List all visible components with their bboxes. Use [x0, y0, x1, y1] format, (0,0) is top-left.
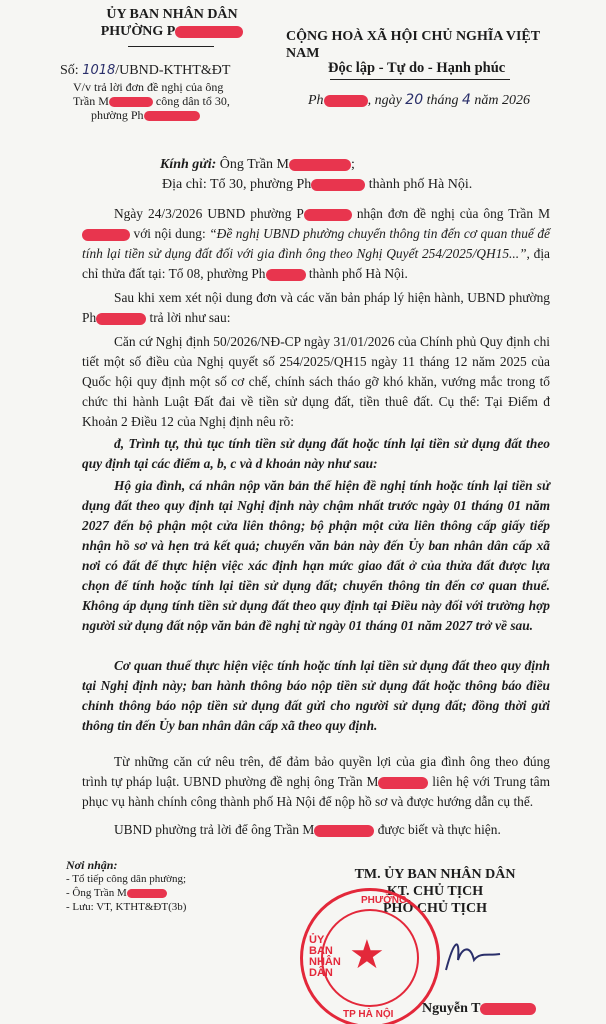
org-name	[82, 6, 262, 40]
paragraph-4: đ, Trình tự, thủ tục tính tiền sử dụng đất hoặc tính lại tiền sử dụng đất theo quy định tại các điểm a, b, c và d khoản này như sau:	[82, 436, 550, 471]
paragraph-1: Ngày 24/3/2026 UBND phường P nhận đơn đề nghị của ông Trần M với nội dung: “Đề nghị UBND phường chuyển thông tin đến cơ quan thuế để tính lại tiền sử dụng đất đối với gia đình ông theo Nghị Quyết 254/2025/QH15...”, địa chỉ thửa đất tại: Tổ 08, phường Ph thành phố Hà Nội.	[82, 206, 551, 281]
recipient-address: Địa chỉ: Tổ 30, phường Ph thành phố Hà Nội.	[162, 177, 473, 192]
paragraph-7: Từ những căn cứ nêu trên, để đảm bảo quyền lợi của gia đình ông theo đúng trình tự pháp luật. UBND phường đề nghị ông Trần M liên hệ với Trung tâm phục vụ hành chính công thành phố Hà Nội để nộp hồ sơ và được hướng dẫn cụ thể.	[82, 754, 550, 809]
recipient-block: Kính gửi: Ông Trần M ;	[160, 157, 355, 172]
paragraph-3: Căn cứ Nghị định 50/2026/NĐ-CP ngày 31/01/2026 của Chính phủ Quy định chi tiết một số điều của Nghị quyết số 254/2025/QH15 ngày 11 tháng 12 năm 2025 của Quốc hội quy định một số cơ chế, chính sách tháo gỡ khó khăn, vướng mắc trong tổ chức thi hành Luật Đất đai về tiền sử dụng đất, tiền thuê đất. Cụ thể: Tại Điểm đ Khoản 2 Điều 12 của Nghị định nêu rõ:	[82, 334, 550, 429]
redaction-mark	[144, 111, 200, 121]
redaction-mark	[82, 229, 130, 241]
star-icon: ★	[349, 932, 385, 977]
redaction-mark	[127, 889, 167, 898]
org-line1: ỦY BAN NHÂN DÂN	[106, 7, 238, 22]
official-seal: ★ ỦY BAN NHÂN DÂN PHƯỜNG TP HÀ NỘI	[300, 888, 440, 1024]
org-underline	[128, 46, 214, 47]
subject-line: V/v trả lời đơn đề nghị của ông Trần M công dân tổ 30, phường Ph	[73, 80, 230, 122]
paragraph-6: Cơ quan thuế thực hiện việc tính hoặc tính lại tiền sử dụng đất theo quy định tại Nghị định này; ban hành thông báo nộp tiền sử dụng đất hoặc thông báo điều chỉnh thông báo nộp tiền sử dụng đất gửi cho người sử dụng đất; đồng thời gửi thông tin đến Ủy ban nhân dân cấp xã theo quy định.	[82, 658, 550, 733]
motto: Độc lập - Tự do - Hạnh phúc	[328, 60, 506, 76]
paragraph-5: Hộ gia đình, cá nhân nộp văn bản thể hiện đề nghị tính hoặc tính lại tiền sử dụng đất theo quy định tại Nghị định này chậm nhất trước ngày 01 tháng 01 năm 2027 đến bộ phận một cửa liên thông; bộ phận một cửa liên thông cấp giấy tiếp nhận hồ sơ và hẹn trả kết quả; chuyển văn bản này đến Ủy ban nhân dân cấp xã nơi có đất để thực hiện việc xác định hạn mức giao đất ở của thửa đất được lựa chọn để tính hoặc tính lại tiền sử dụng đất; chuyển thông tin đến cơ quan thuế. Không áp dụng tính tiền sử dụng đất theo quy định tại Điều này đối với trường hợp người sử dụng đất nộp văn bản đề nghị từ ngày 01 tháng 01 năm 2027 trở về sau.	[82, 478, 550, 633]
date-line: Ph , ngày 20 tháng 4 năm 2026	[308, 92, 531, 108]
paragraph-2: Sau khi xem xét nội dung đơn và các văn bản pháp lý hiện hành, UBND phường Ph trả lời như sau:	[82, 290, 550, 325]
recipients-item: - Lưu: VT, KTHT&ĐT(3b)	[66, 901, 187, 913]
redaction-mark	[480, 1003, 536, 1015]
recipients-list	[66, 858, 286, 914]
signer-name: Nguyễn T	[422, 1000, 536, 1017]
redaction-mark	[175, 26, 243, 38]
redaction-mark	[109, 97, 153, 107]
handwritten-signature	[440, 930, 510, 980]
motto-underline	[330, 79, 510, 80]
signature-title: TM. ỦY BAN NHÂN DÂN KT. CHỦ TỊCH PHÓ CHỦ TỊCH	[354, 867, 516, 916]
redaction-mark	[304, 209, 352, 221]
recipients-item: - Tổ tiếp công dân phường;	[66, 873, 187, 885]
redaction-mark	[314, 825, 374, 837]
redaction-mark	[96, 313, 146, 325]
redaction-mark	[311, 179, 365, 191]
org-line2: PHƯỜNG P	[82, 23, 262, 40]
recipients-title: Nơi nhận:	[66, 858, 118, 872]
redaction-mark	[378, 777, 428, 789]
recipients-item: - Ông Trần M	[66, 886, 286, 900]
national-title: CỘNG HOÀ XÃ HỘI CHỦ NGHĨA VIỆT NAM	[286, 29, 541, 61]
paragraph-8: UBND phường trả lời để ông Trần M được biết và thực hiện.	[114, 822, 501, 837]
redaction-mark	[289, 159, 351, 171]
redaction-mark	[324, 95, 368, 107]
ref-number: Số: 1018/UBND-KTHT&ĐT	[60, 63, 231, 78]
redaction-mark	[266, 269, 306, 281]
